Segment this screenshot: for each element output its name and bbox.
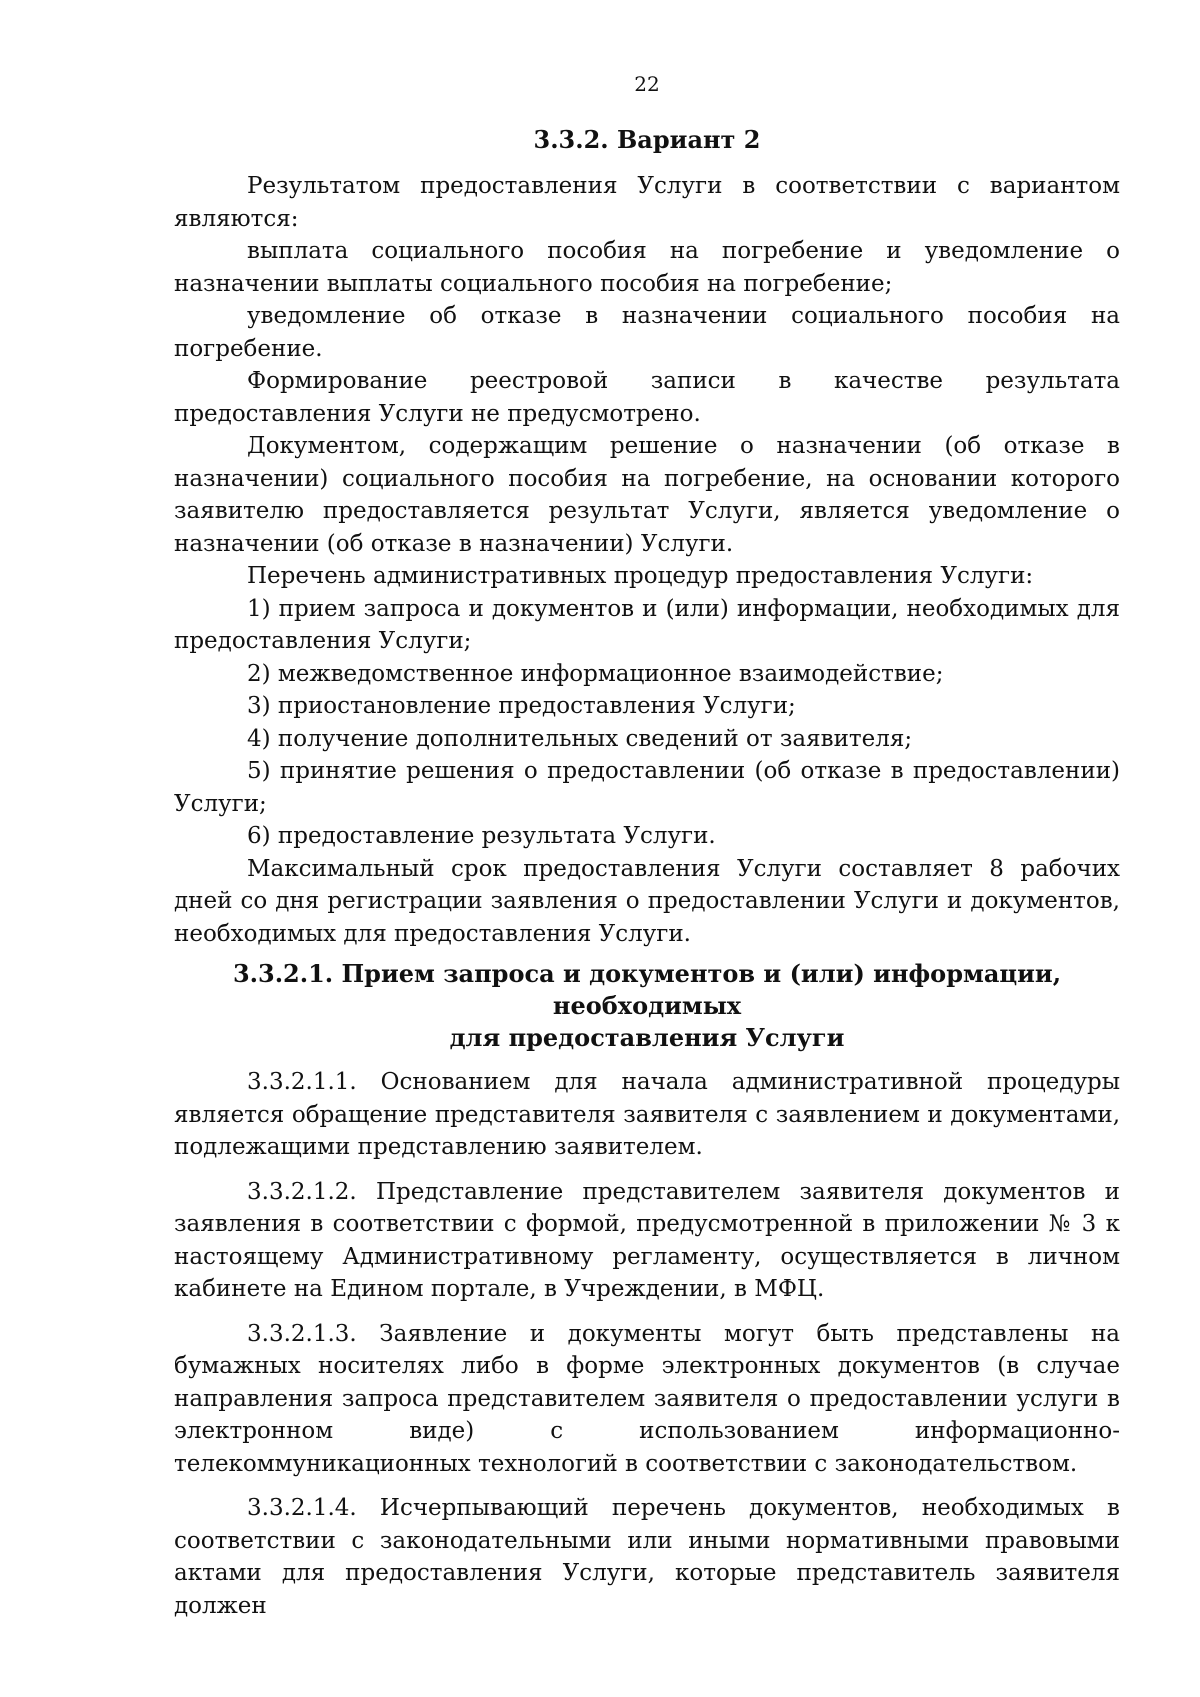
numbered-clause xyxy=(174,1176,1120,1306)
clause-number: 3.3.2.1.3. xyxy=(247,1320,357,1347)
paragraph: Документом, содержащим решение о назначении (об отказе в назначении) социального пособия на погребение, на основании которого заявителю предоставляется результат Услуги, является уведомление о назначении (об отказе в назначении) Услуги. xyxy=(174,433,1120,557)
list-item: 6) предоставление результата Услуги. xyxy=(247,823,716,849)
numbered-clause xyxy=(174,1318,1120,1481)
list-item: 4) получение дополнительных сведений от заявителя; xyxy=(247,725,913,752)
numbered-clause xyxy=(174,1066,1120,1164)
section-title: 3.3.2. Вариант 2 xyxy=(533,125,761,154)
paragraph: Результатом предоставления Услуги в соответствии с вариантом являются: xyxy=(174,173,1120,232)
subsection-title xyxy=(174,958,1120,1054)
clause-text: Основанием для начала административной процедуры является обращение представителя заявителя с заявлением и документами, подлежащими представлению заявителем. xyxy=(174,1069,1121,1160)
clause-text: Заявление и документы могут быть представлены на бумажных носителях либо в форме электронных документов (в случае направления запроса представителем заявителя о предоставлении услуги в электронном виде) с использованием информационно-телекоммуникационных технологий в соответствии с законодательством. xyxy=(174,1320,1121,1477)
list-item: 3) приостановление предоставления Услуги; xyxy=(247,693,796,719)
clause-text: Представление представителем заявителя документов и заявления в соответствии с формой, предусмотренной в приложении № 3 к настоящему Административному регламенту, осуществляется в личном кабинете на Едином портале, в Учреждении, в МФЦ. xyxy=(174,1178,1120,1302)
list-item: 5) принятие решения о предоставлении (об отказе в предоставлении) Услуги; xyxy=(174,758,1120,817)
paragraph: уведомление об отказе в назначении социального пособия на погребение. xyxy=(174,303,1120,362)
clause-text: Исчерпывающий перечень документов, необходимых в соответствии с законодательными или иными нормативными правовыми актами для предоставления Услуги, которые представитель заявителя должен xyxy=(174,1495,1121,1619)
document-page xyxy=(174,68,1120,1622)
paragraph: Максимальный срок предоставления Услуги составляет 8 рабочих дней со дня регистрации заявления о предоставлении Услуги и документов, необходимых для предоставления Услуги. xyxy=(174,855,1120,947)
list-item: 2) межведомственное информационное взаимодействие; xyxy=(247,660,944,687)
list-item: 1) прием запроса и документов и (или) информации, необходимых для предоставления Услуги; xyxy=(174,595,1120,654)
subsection-title-line-1: 3.3.2.1. Прием запроса и документов и (или) информации, необходимых xyxy=(232,959,1062,1020)
numbered-clause xyxy=(174,1492,1120,1622)
subsection-title-line-2: для предоставления Услуги xyxy=(449,1023,845,1052)
paragraph: Формирование реестровой записи в качестве результата предоставления Услуги не предусмотрено. xyxy=(174,368,1120,427)
paragraph: выплата социального пособия на погребение и уведомление о назначении выплаты социального пособия на погребение; xyxy=(174,238,1120,297)
clause-number: 3.3.2.1.4. xyxy=(247,1495,357,1521)
paragraph: Перечень административных процедур предоставления Услуги: xyxy=(247,563,1034,589)
subsection-body xyxy=(174,1066,1120,1622)
section-body xyxy=(174,170,1120,950)
clause-number: 3.3.2.1.2. xyxy=(247,1178,357,1205)
page-number: 22 xyxy=(634,72,660,96)
clause-number: 3.3.2.1.1. xyxy=(247,1069,357,1095)
